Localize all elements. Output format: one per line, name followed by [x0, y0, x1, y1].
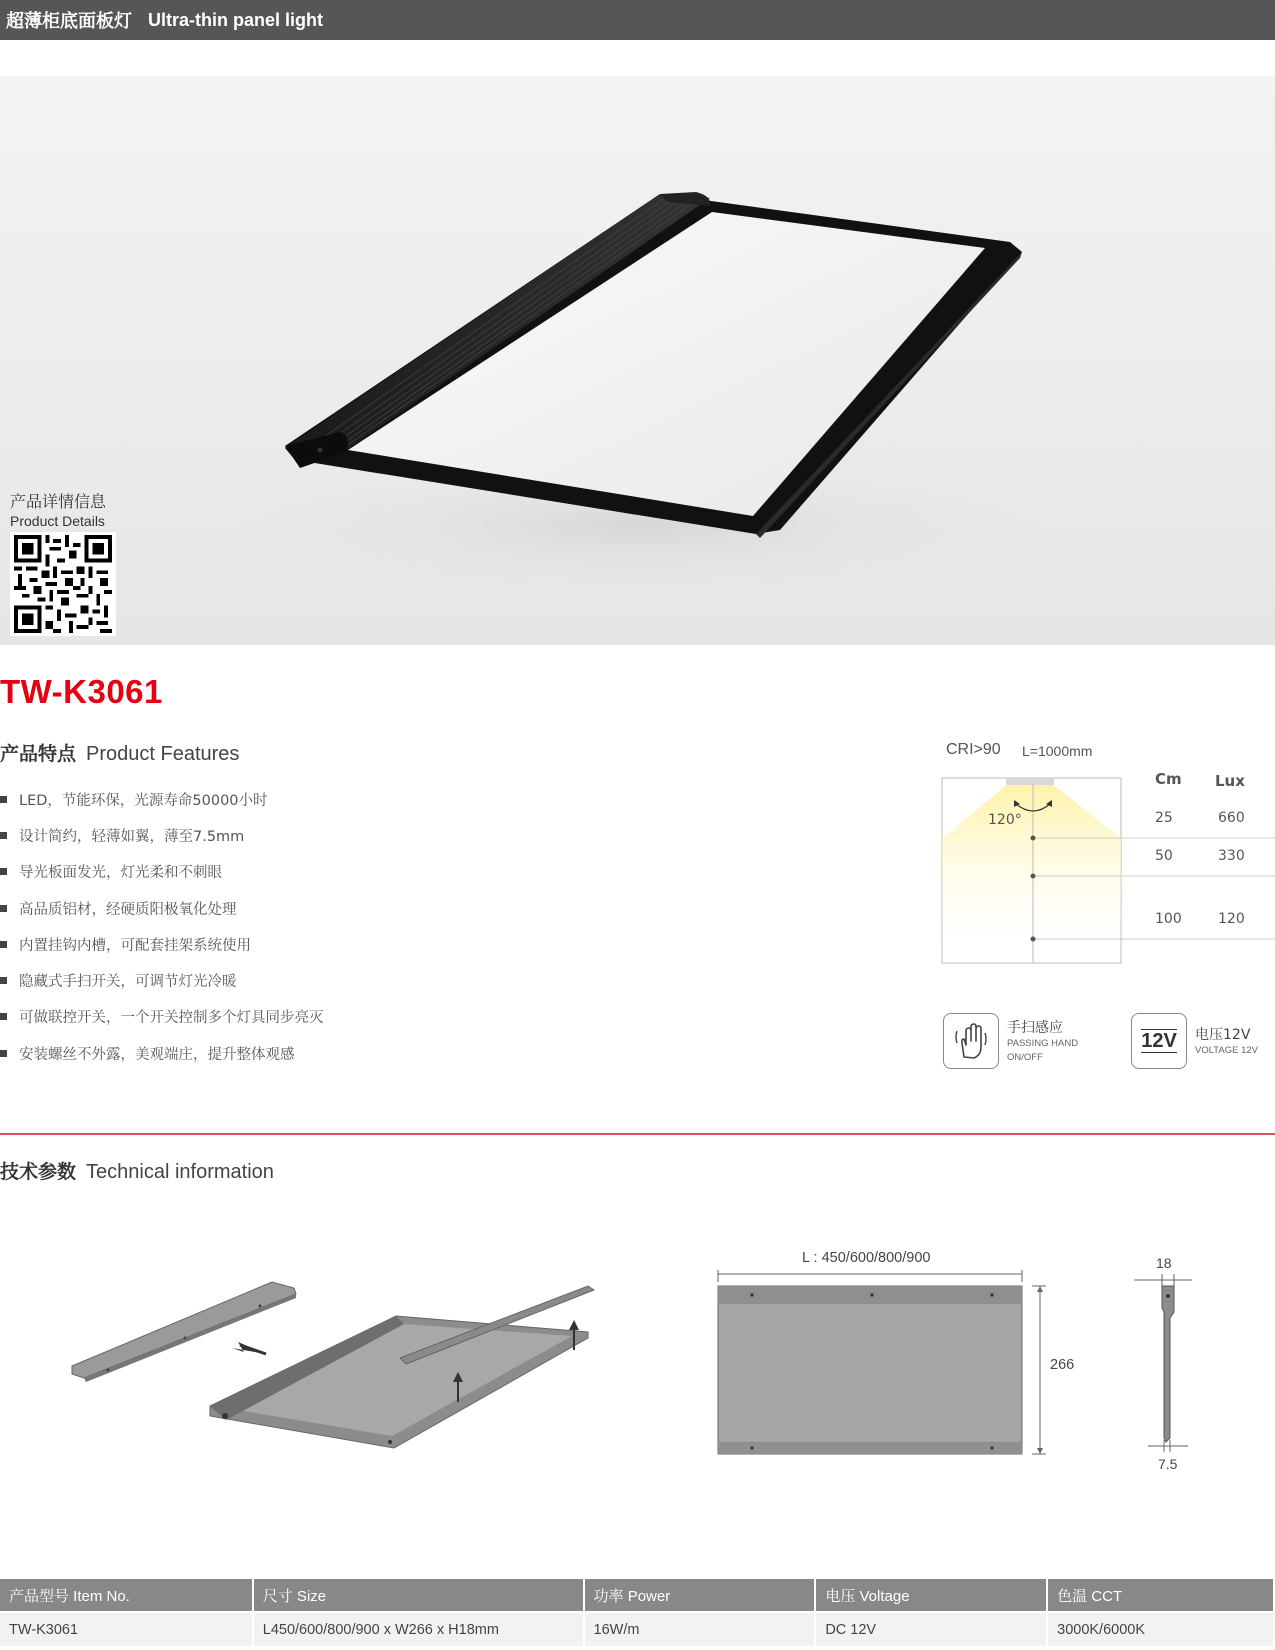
feature-item: 内置挂钩内槽，可配套挂架系统使用 — [0, 926, 324, 962]
length-dimension-label: L : 450/600/800/900 — [802, 1250, 931, 1266]
product-details-label — [10, 489, 106, 529]
product-details-en: Product Details — [10, 513, 105, 529]
square-bullet-icon — [0, 1013, 7, 1020]
voltage-badge — [1131, 1013, 1258, 1069]
product-details-zh: 产品详情信息 — [10, 492, 107, 511]
lux-header: Lux — [1215, 772, 1245, 790]
passing-hand-en: PASSING HAND — [1007, 1038, 1079, 1049]
feature-item: 设计简约，轻薄如翼，薄至7.5mm — [0, 817, 324, 853]
square-bullet-icon — [0, 796, 7, 803]
feature-item: 可做联控开关，一个开关控制多个灯具同步亮灭 — [0, 999, 324, 1035]
square-bullet-icon — [0, 905, 7, 912]
features-section-title — [0, 739, 239, 766]
feature-item: LED，节能环保，光源寿命50000小时 — [0, 781, 324, 817]
features-list — [0, 781, 324, 1071]
passing-hand-badge — [943, 1013, 1078, 1069]
hand-wave-icon — [943, 1013, 999, 1069]
tech-title-zh: 技术参数 — [0, 1161, 77, 1183]
square-bullet-icon — [0, 1050, 7, 1057]
feature-item: 安装螺丝不外露，美观端庄，提升整体观感 — [0, 1035, 324, 1071]
length-label: L=1000mm — [1022, 743, 1093, 759]
square-bullet-icon — [0, 977, 7, 984]
table-row — [0, 1612, 1274, 1646]
header-cct: 色温 CCT — [1047, 1579, 1274, 1612]
distance-cell: 25 — [1155, 810, 1173, 826]
cell-cct: 3000K/6000K — [1047, 1612, 1274, 1646]
feature-item: 导光板面发光，灯光柔和不刺眼 — [0, 854, 324, 890]
features-title-en: Product Features — [86, 743, 240, 765]
header-item-no: 产品型号 Item No. — [0, 1579, 253, 1612]
panel-light-illustration — [0, 76, 1275, 645]
distance-cell: 50 — [1155, 848, 1173, 864]
lux-cell: 120 — [1218, 911, 1245, 927]
header-title-zh: 超薄柜底面板灯 — [6, 11, 132, 32]
square-bullet-icon — [0, 941, 7, 948]
header-size: 尺寸 Size — [253, 1579, 584, 1612]
voltage-icon-text: 12V — [1141, 1030, 1177, 1052]
voltage-icon — [1131, 1013, 1187, 1069]
features-title-zh: 产品特点 — [0, 743, 77, 765]
thickness-bottom-label: 7.5 — [1158, 1456, 1178, 1472]
feature-item: 高品质铝材，经硬质阳极氧化处理 — [0, 890, 324, 926]
header-power: 功率 Power — [584, 1579, 816, 1612]
square-bullet-icon — [0, 832, 7, 839]
qr-code-icon[interactable] — [10, 532, 116, 636]
cell-item-no: TW-K3061 — [0, 1612, 253, 1646]
header-title-en: Ultra-thin panel light — [148, 9, 323, 30]
feature-item: 隐藏式手扫开关，可调节灯光冷暖 — [0, 962, 324, 998]
beam-angle-diagram — [940, 770, 1275, 970]
spec-table — [0, 1579, 1275, 1646]
cell-size: L450/600/800/900 x W266 x H18mm — [253, 1612, 584, 1646]
front-dimension-drawing — [710, 1268, 1060, 1458]
square-bullet-icon — [0, 868, 7, 875]
section-divider — [0, 1133, 1275, 1135]
cri-label: CRI>90 — [946, 741, 1001, 758]
cell-power: 16W/m — [584, 1612, 816, 1646]
width-dimension-label: 266 — [1050, 1357, 1075, 1373]
cm-header: Cm — [1155, 770, 1182, 788]
model-number: TW-K3061 — [0, 673, 163, 710]
header-voltage: 电压 Voltage — [815, 1579, 1047, 1612]
header-bar — [0, 0, 1275, 40]
thickness-top-label: 18 — [1156, 1255, 1172, 1271]
voltage-zh: 电压12V — [1195, 1027, 1251, 1043]
passing-hand-onoff: ON/OFF — [1007, 1052, 1043, 1063]
cell-voltage: DC 12V — [815, 1612, 1047, 1646]
product-hero-image — [0, 76, 1275, 645]
exploded-assembly-drawing — [60, 1270, 600, 1460]
beam-angle-label: 120° — [988, 812, 1022, 828]
lux-cell: 330 — [1218, 848, 1245, 864]
lux-cell: 660 — [1218, 810, 1245, 826]
passing-hand-zh: 手扫感应 — [1007, 1020, 1063, 1036]
tech-section-title — [0, 1157, 274, 1184]
tech-title-en: Technical information — [86, 1161, 274, 1183]
voltage-en: VOLTAGE 12V — [1195, 1045, 1259, 1056]
qr-code-graphic — [13, 535, 113, 633]
distance-cell: 100 — [1155, 911, 1182, 927]
side-profile-drawing — [1132, 1272, 1202, 1452]
spec-table-header-row — [0, 1579, 1274, 1612]
